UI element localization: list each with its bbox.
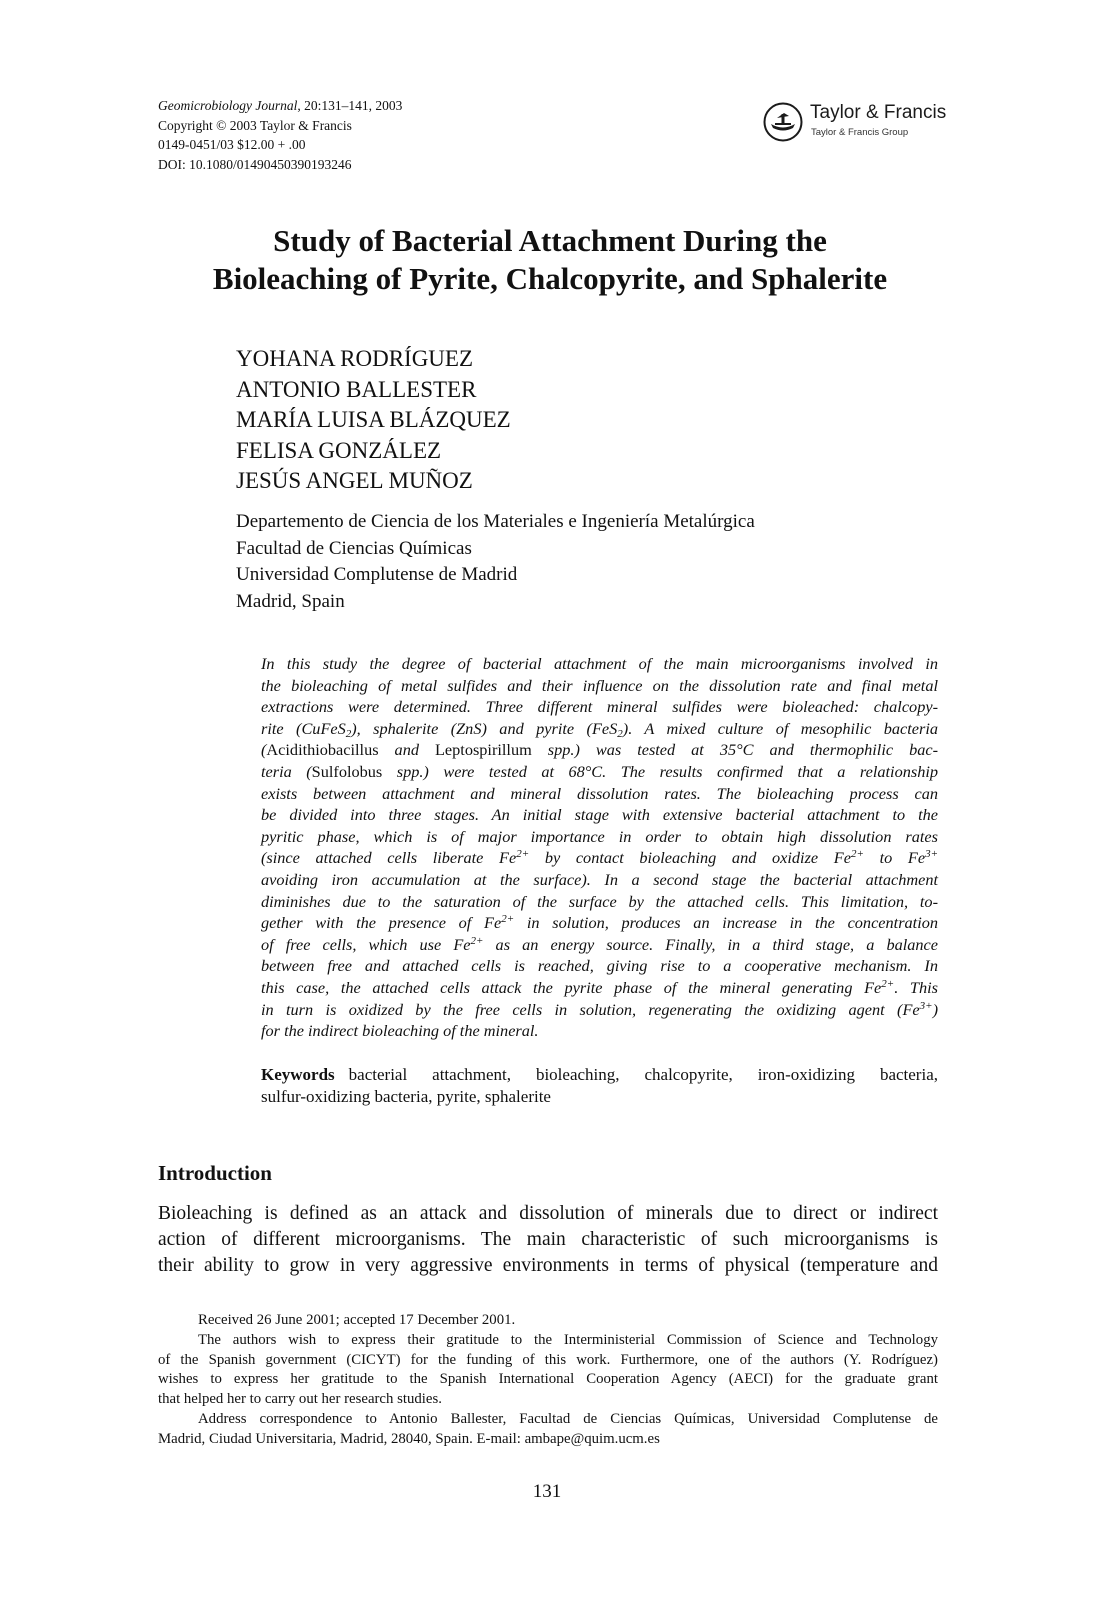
received-note: Received 26 June 2001; accepted 17 December 2001. [198, 1312, 516, 1328]
keywords-text: bacterial attachment, bioleaching, chalcopyrite, iron-oxidizing bacteria, [348, 1065, 938, 1084]
journal-citation [158, 96, 402, 116]
publisher-group: Taylor & Francis Group [811, 127, 909, 138]
page-number: 131 [532, 1481, 562, 1502]
journal-name: Geomicrobiology Journal [158, 98, 298, 113]
body-line: action of different microorganisms. The main characteristic of such microorganisms is [158, 1229, 938, 1250]
acknowledgment-line: that helped her to carry out her research studies. [158, 1391, 442, 1408]
abstract-line: avoiding iron accumulation at the surface). In a second stage the bacterial attachment [261, 869, 938, 889]
affiliation [236, 509, 755, 615]
copyright-line: Copyright © 2003 Taylor & Francis [158, 117, 352, 133]
abstract-line: in turn is oxidized by the free cells in solution, regenerating the oxidizing agent $(Fe^{3+})$ [261, 999, 938, 1019]
journal-details: , 20:131–141, 2003 [297, 98, 403, 113]
abstract-line: diminishes due to the saturation of the surface by the attached cells. This limitation, to- [261, 891, 938, 911]
publisher-emblem-icon [763, 102, 803, 142]
author-name: JESÚS ANGEL MUÑOZ [236, 468, 473, 493]
issn-line: 0149-0451/03 $12.00 + .00 [158, 137, 306, 152]
author-name: MARÍA LUISA BLÁZQUEZ [236, 407, 511, 432]
acknowledgment-line: The authors wish to express their gratitude to the Interministerial Commission of Science and Technology [198, 1331, 938, 1348]
author-name: ANTONIO BALLESTER [236, 376, 477, 402]
introduction-body [158, 1201, 938, 1279]
author-name: FELISA GONZÁLEZ [236, 437, 442, 463]
journal-metadata [158, 96, 402, 174]
keywords-label: Keywords [261, 1065, 335, 1084]
affiliation-line: Universidad Complutense de Madrid [236, 564, 518, 585]
abstract-line: gether with the presence of $Fe^{2+}$ in solution, produces an increase in the concentration [261, 913, 938, 933]
footnotes [158, 1311, 938, 1450]
abstract-line: In this study the degree of bacterial attachment of the main microorganisms involved in [261, 654, 938, 673]
affiliation-line: Facultad de Ciencias Químicas [236, 537, 472, 559]
abstract-line: be divided into three stages. An initial stage with extensive bacterial attachment to the [261, 805, 938, 825]
abstract-line: (Acidithiobacillus and Leptospirillum spp.) was tested at 35°C and thermophilic bac- [261, 740, 939, 760]
abstract-line: between free and attached cells is reached, giving rise to a cooperative mechanism. In [261, 956, 938, 976]
section-heading-introduction: Introduction [158, 1161, 272, 1185]
abstract-line: for the indirect bioleaching of the mineral. [261, 1021, 539, 1041]
body-line: their ability to grow in very aggressive environments in terms of physical (temperature and [158, 1255, 938, 1276]
abstract-line: teria (Sulfolobus spp.) were tested at 68°C. The results confirmed that a relationship [261, 761, 938, 781]
abstract-line: pyritic phase, which is of major importance in order to obtain high dissolution rates [261, 826, 938, 846]
abstract-line: the bioleaching of metal sulfides and their influence on the dissolution rate and final metal [261, 675, 938, 695]
correspondence-line: Madrid, Ciudad Universitaria, Madrid, 28040, Spain. E-mail: ambape@quim.ucm.es [158, 1430, 660, 1447]
affiliation-line: Departemento de Ciencia de los Materiales e Ingeniería Metalúrgica [236, 511, 755, 532]
abstract [261, 653, 938, 1042]
abstract-line: rite (CuFeS$_2$), sphalerite (ZnS) and pyrite (FeS$_2$). A mixed culture of mesophilic bacteria [261, 718, 938, 740]
keywords-line [261, 1064, 938, 1086]
doi-line: DOI: 10.1080/01490450390193246 [158, 156, 352, 172]
acknowledgment-line: wishes to express her gratitude to the Spanish International Cooperation Agency (AECI) for the graduate grant [158, 1371, 938, 1388]
abstract-line: (since attached cells liberate $Fe^{2+}$ by contact bioleaching and oxidize $Fe^{2+}$ to $Fe^{3+}$ [261, 848, 938, 868]
author-name: YOHANA RODRÍGUEZ [236, 346, 474, 371]
paper-title [100, 222, 1000, 298]
keywords-block [261, 1064, 938, 1107]
abstract-line: extractions were determined. Three different mineral sulfides were bioleached: chalcopy- [261, 697, 938, 717]
title-line: Study of Bacterial Attachment During the [273, 223, 827, 258]
publisher-logo [763, 100, 947, 148]
publisher-name: Taylor & Francis [810, 102, 947, 123]
acknowledgment-line: of the Spanish government (CICYT) for the funding of this work. Furthermore, one of the authors (Y. Rodríguez) [158, 1351, 938, 1368]
keywords-line: sulfur-oxidizing bacteria, pyrite, sphalerite [261, 1086, 551, 1106]
abstract-line: exists between attachment and mineral dissolution rates. The bioleaching process can [261, 783, 938, 803]
abstract-line: this case, the attached cells attack the pyrite phase of the mineral generating $Fe^{2+}$. This [261, 977, 938, 997]
correspondence-line: Address correspondence to Antonio Ballester, Facultad de Ciencias Químicas, Universidad Complutense de [198, 1410, 938, 1427]
affiliation-line: Madrid, Spain [236, 590, 345, 612]
abstract-line: of free cells, which use $Fe^{2+}$ as an energy source. Finally, in a third stage, a balance [261, 934, 938, 954]
title-line: Bioleaching of Pyrite, Chalcopyrite, and Sphalerite [212, 261, 888, 296]
body-line: Bioleaching is defined as an attack and dissolution of minerals due to direct or indirect [158, 1203, 938, 1224]
author-list [236, 344, 511, 497]
